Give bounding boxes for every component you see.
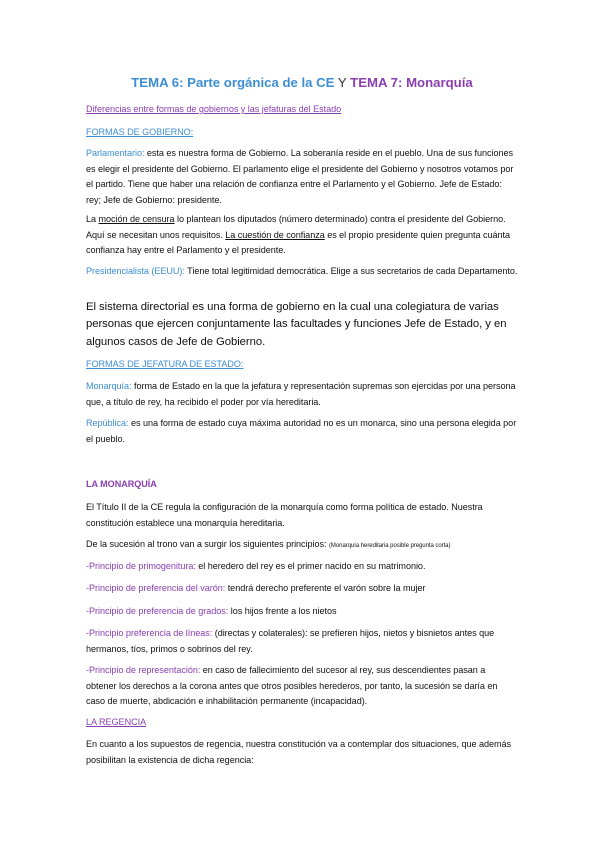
regencia-heading: LA REGENCIA: [86, 717, 147, 727]
cuestion-confianza-term: La cuestión de confianza: [225, 229, 325, 240]
title-part-1: TEMA 6: Parte orgánica de la CE: [131, 75, 335, 90]
monarquia-definition: [86, 379, 518, 410]
sucesion-paragraph: [86, 537, 518, 555]
formas-gobierno-heading: FORMAS DE GOBIERNO:: [86, 127, 194, 137]
la-monarquia-heading: LA MONARQUÍA: [86, 479, 157, 489]
mocion-post: es el propio presidente quien pregunta cuánta confianza hay entre el Parlamento y el presidente.: [86, 229, 510, 256]
titulo-ii-paragraph: El Título II de la CE regula la configuración de la monarquía como forma política de estado. Nuestra constitución establece una monarquía hereditaria.: [86, 502, 483, 528]
parlamentario-text: esta es nuestra forma de Gobierno. La soberanía reside en el pueblo. Una de sus funciones es elegir el presidente del Gobierno. El parlamento elige el presidente del Gobierno y nosotros votamos por el partido. Tiene que haber una relación de confianza entre el Parlamento y el Gobierno. Jefe de Estado: rey; Jefe de Gobierno: presidente.: [86, 148, 514, 205]
principio-representacion: [86, 663, 518, 710]
presidencialista-term: Presidencialista (EEUU):: [86, 266, 185, 276]
monarquia-term: Monarquía:: [86, 381, 132, 391]
title-joiner: Y: [334, 75, 351, 90]
principio-text: tendrá derecho preferente el varón sobre la mujer: [225, 583, 426, 593]
principio-term: -Principio de preferencia del varón:: [86, 583, 226, 593]
presidencialista-text: Tiene total legitimidad democrática. Elige a sus secretarios de cada Departamento.: [184, 266, 518, 276]
principio-text: el heredero del rey es el primer nacido en su matrimonio.: [195, 561, 426, 571]
principio-primogenitura: [86, 559, 518, 575]
principio-term: -Principio de representación:: [86, 665, 201, 675]
principio-term: -Principio de preferencia de grados:: [86, 606, 229, 616]
republica-term: República:: [86, 418, 129, 428]
mocion-paragraph: [86, 212, 518, 259]
title-part-2: TEMA 7: Monarquía: [350, 75, 473, 90]
republica-definition: [86, 416, 518, 447]
principio-text: en caso de fallecimiento del sucesor al rey, sus descendientes pasan a obtener los derechos a la corona antes que otros posibles herederos, por tanto, la sucesión se daría en caso de muerte, abdicación e inhabilitación permanente (incapacidad).: [86, 665, 498, 707]
directorial-paragraph: El sistema directorial es una forma de gobierno en la cual una colegiatura de varias personas que ejercen conjuntamente las facultades y funciones Jefe de Estado, y en algunos casos de Jefe de Gobierno.: [86, 301, 507, 348]
republica-text: es una forma de estado cuya máxima autoridad no es un monarca, sino una persona elegida por el pueblo.: [86, 418, 517, 444]
parlamentario-paragraph: [86, 146, 518, 208]
monarquia-text: forma de Estado en la que la jefatura y representación supremas son ejercidas por una persona que, a título de rey, ha recibido el poder por vía hereditaria.: [86, 381, 516, 407]
principio-preferencia-varon: [86, 581, 518, 597]
regencia-paragraph: En cuanto a los supuestos de regencia, nuestra constitución va a contemplar dos situaciones, que además posibilitan la existencia de dicha regencia:: [86, 739, 512, 765]
formas-jefatura-heading: FORMAS DE JEFATURA DE ESTADO:: [86, 359, 244, 369]
subtitle: Diferencias entre formas de gobiernos y las jefaturas del Estado: [86, 104, 342, 114]
principio-preferencia-lineas: [86, 626, 518, 657]
presidencialista-paragraph: [86, 264, 518, 280]
sucesion-note: (Monarquía hereditaria posible pregunta corta): [328, 543, 451, 549]
mocion-pre: La: [86, 214, 99, 224]
principio-term: -Principio preferencia de líneas:: [86, 628, 213, 638]
mocion-censura-term: moción de censura: [98, 214, 175, 224]
principio-preferencia-grados: [86, 604, 518, 620]
principio-text: (directas y colaterales): se prefieren hijos, nietos y bisnietos antes que hermanos, tíos, primos o sobrinos del rey.: [86, 628, 495, 654]
document-title: [86, 74, 518, 92]
parlamentario-term: Parlamentario:: [86, 148, 145, 158]
sucesion-text: De la sucesión al trono van a surgir los siguientes principios:: [86, 539, 329, 549]
mocion-mid: lo plantean los diputados (número determinado) contra el presidente del Gobierno. Aquí se necesitan unos requisitos.: [86, 214, 506, 240]
principio-text: los hijos frente a los nietos: [228, 606, 337, 616]
principio-term: -Principio de primogenitura:: [86, 561, 196, 571]
